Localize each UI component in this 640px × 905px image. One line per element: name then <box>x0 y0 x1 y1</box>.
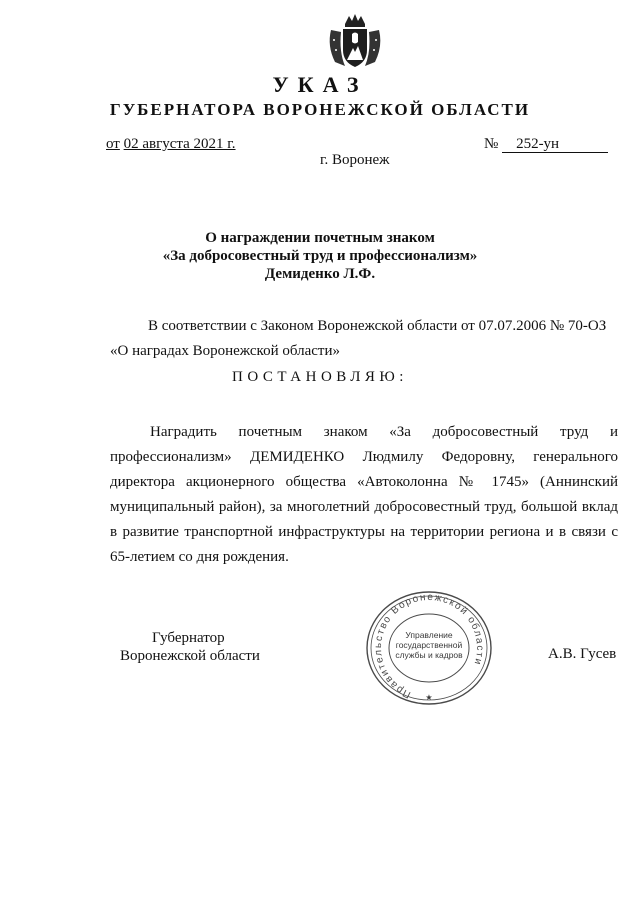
seal-star-icon: ★ <box>425 693 433 702</box>
document-type: УКАЗ <box>272 72 368 97</box>
coat-of-arms-icon <box>325 12 385 70</box>
seal-center-line-2: государственной <box>395 640 463 650</box>
order-paragraph: Наградить почетным знаком «За добросовестный труд и профессионализм» ДЕМИДЕНКО Людмилу Федоровну, генерального директора акционерного общества «Автоколонна № 1745» (Аннинский муниципальный район), за многолетний добросовестный труд, большой вклад в развитие транспортной инфраструктуры на территории региона и в связи с 65-летием со дня рождения. <box>110 424 618 565</box>
title-line-1: О награждении почетным знаком <box>205 230 435 246</box>
legal-basis-line-2: «О наградах Воронежской области» <box>110 343 341 359</box>
seal-center-line-3: службы и кадров <box>395 650 463 660</box>
date-label: от <box>106 136 120 152</box>
issuer-title: ГУБЕРНАТОРА ВОРОНЕЖСКОЙ ОБЛАСТИ <box>109 100 531 119</box>
official-seal-icon <box>363 588 495 706</box>
seal-ring-text: Правительство Воронежской области <box>372 591 486 700</box>
document-date: 02 августа 2021 г. <box>123 136 236 152</box>
document-number: 252-ун <box>502 136 608 153</box>
resolves-heading: ПОСТАНОВЛЯЮ: <box>232 369 408 385</box>
date-line <box>106 136 236 153</box>
title-line-2: «За добросовестный труд и профессионализм» <box>162 248 478 264</box>
signer-position-line-2: Воронежской области <box>120 648 260 664</box>
title-line-3: Демиденко Л.Ф. <box>264 266 376 282</box>
number-label: № <box>484 136 499 152</box>
signer-name: А.В. Гусев <box>548 646 617 662</box>
city: г. Воронеж <box>320 152 390 168</box>
number-line <box>484 136 608 153</box>
signer-position-line-1: Губернатор <box>152 630 225 646</box>
seal-center-line-1: Управление <box>405 630 453 640</box>
legal-basis-line-1: В соответствии с Законом Воронежской области от 07.07.2006 № 70-ОЗ <box>148 318 607 334</box>
